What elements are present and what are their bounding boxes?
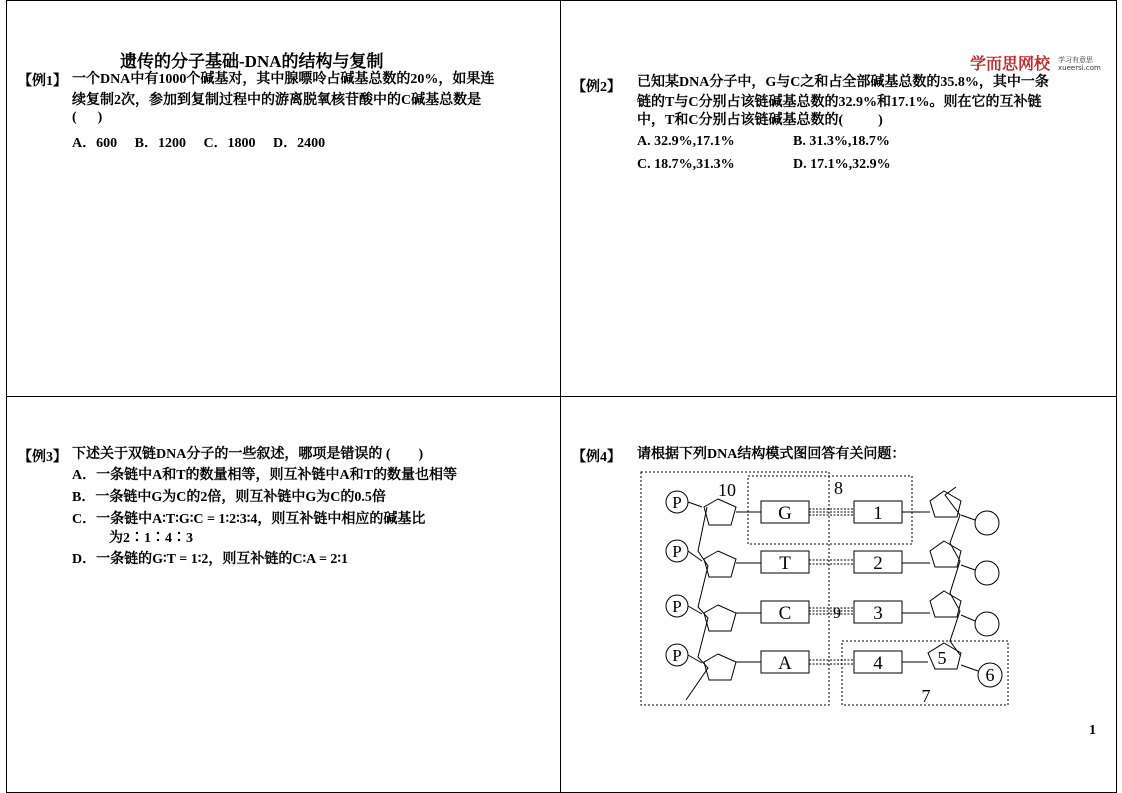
ex3-option-d: D．一条链的G∶T = 1∶2，则互补链的C∶A = 2∶1	[72, 552, 349, 567]
left-backbone	[686, 507, 708, 700]
ex2-option-c: C. 18.7%,31.3%	[637, 157, 735, 172]
ex1-tag: 【例1】	[18, 74, 67, 89]
ex2-option-d: D. 17.1%,32.9%	[793, 157, 891, 172]
label-6: 6	[985, 665, 995, 685]
base-label-a: A	[778, 653, 792, 674]
ex1-line3: ( )	[72, 110, 103, 125]
base-label-t: T	[779, 553, 791, 574]
dotted-box-8	[748, 476, 912, 544]
right-phosphate-2	[975, 561, 999, 585]
ex3-stem: 下述关于双链DNA分子的一些叙述，哪项是错误的 ( )	[72, 447, 424, 462]
ex3-option-b: B．一条链中G为C的2倍，则互补链中G为C的0.5倍	[72, 490, 386, 505]
base-number-1: 1	[873, 503, 883, 524]
label-9: 9	[833, 605, 841, 622]
ex2-line3: 中，T和C分别占该链碱基总数的( )	[637, 113, 883, 128]
left-sugar-2	[704, 551, 736, 577]
brand-logo-tagline: 学习有意思	[1058, 56, 1093, 64]
ex4-tag: 【例4】	[572, 450, 621, 465]
phosphate-label-4: P	[672, 646, 682, 665]
brand-logo-sub	[1058, 56, 1101, 72]
ex2-option-a: A. 32.9%,17.1%	[637, 134, 735, 149]
left-sugar-4	[704, 654, 736, 680]
ex2-line2: 链的T与C分别占该链碱基总数的32.9%和17.1%。则在它的互补链	[637, 95, 1042, 110]
phosphate-label-3: P	[672, 597, 682, 616]
ex1-line2: 续复制2次，参加到复制过程中的游离脱氧核苷酸中的C碱基总数是	[72, 93, 482, 108]
brand-logo-url: xueersi.com	[1058, 64, 1101, 72]
ex3-option-c: C．一条链中A∶T∶G∶C = 1∶2∶3∶4，则互补链中相应的碱基比	[72, 512, 426, 527]
ex2-tag: 【例2】	[572, 80, 621, 95]
phosphate-label-2: P	[672, 542, 682, 561]
label-10: 10	[718, 480, 736, 500]
ex1-line1: 一个DNA中有1000个碱基对，其中腺嘌呤占碱基总数的20%，如果连	[72, 72, 495, 87]
label-7: 7	[921, 686, 931, 706]
base-number-4: 4	[873, 653, 883, 674]
base-number-2: 2	[873, 553, 883, 574]
label-8: 8	[834, 478, 843, 498]
horizontal-divider	[6, 396, 1116, 397]
ex2-line1: 已知某DNA分子中，G与C之和占全部碱基总数的35.8%，其中一条	[637, 75, 1049, 90]
phosphate-label-1: P	[672, 493, 682, 512]
ex1-options: A．600 B．1200 C．1800 D．2400	[72, 136, 326, 151]
base-number-3: 3	[873, 603, 883, 624]
page-number: 1	[1089, 723, 1096, 738]
ex4-stem: 请根据下列DNA结构模式图回答有关问题：	[637, 447, 906, 462]
base-label-c: C	[778, 603, 792, 624]
ex3-tag: 【例3】	[18, 450, 67, 465]
brand-logo: 学而思网校	[970, 54, 1051, 73]
left-sugar-3	[704, 605, 736, 631]
label-5: 5	[937, 648, 947, 668]
page-title: 遗传的分子基础-DNA的结构与复制	[120, 52, 384, 71]
dna-structure-diagram	[630, 465, 1020, 713]
right-phosphate-1	[975, 511, 999, 535]
ex3-option-a: A．一条链中A和T的数量相等，则互补链中A和T的数量也相等	[72, 468, 458, 483]
ex3-option-c-cont: 为2∶1∶4∶3	[109, 531, 193, 546]
left-sugar-1	[704, 499, 736, 525]
base-label-g: G	[778, 503, 792, 524]
ex2-option-b: B. 31.3%,18.7%	[793, 134, 890, 149]
right-phosphate-3	[975, 612, 999, 636]
